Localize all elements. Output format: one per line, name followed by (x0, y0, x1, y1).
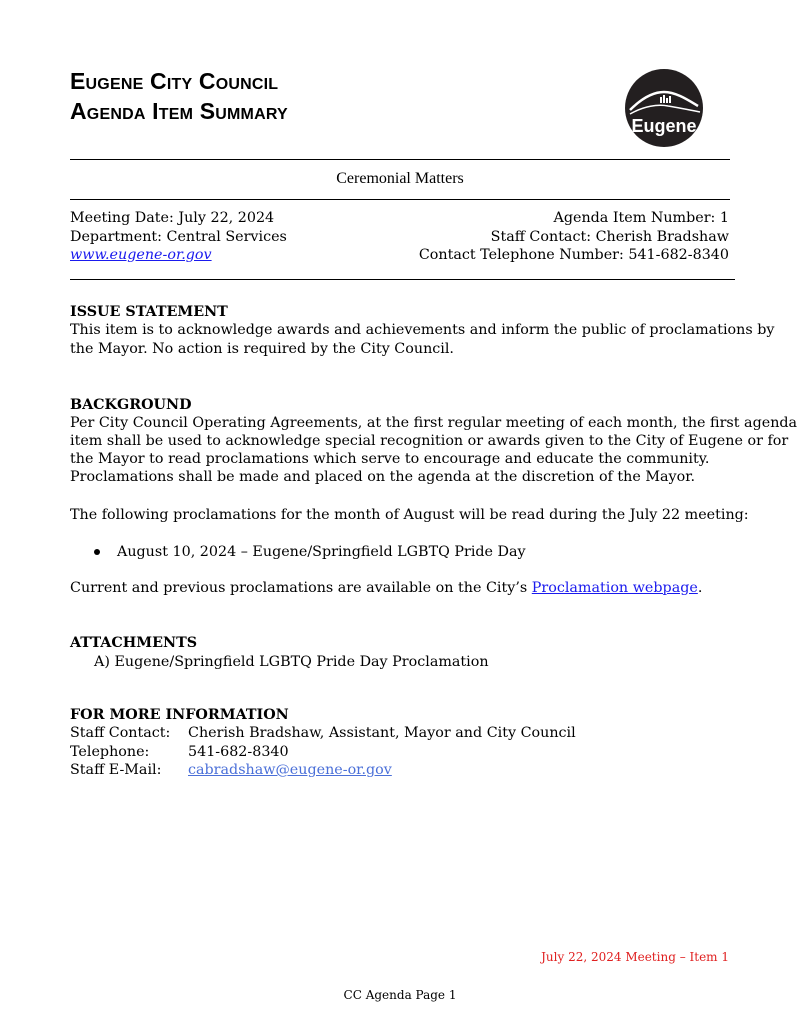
rule-category (70, 199, 730, 200)
issue-line-2: the Mayor. No action is required by the City Council. (70, 341, 454, 357)
staff-contact-value: Cherish Bradshaw, Assistant, Mayor and City Council (188, 725, 576, 741)
proclamations-intro: The following proclamations for the month of August will be read during the July 22 meeting: (70, 507, 749, 523)
attachments-heading: ATTACHMENTS (70, 635, 198, 651)
telephone-value: 541-682-8340 (188, 744, 289, 760)
category: Ceremonial Matters (336, 170, 464, 187)
proclamation-webpage-link[interactable]: Proclamation webpage (531, 580, 698, 596)
issue-line-1: This item is to acknowledge awards and achievements and inform the public of proclamations by (70, 322, 775, 338)
email-link[interactable]: cabradshaw@eugene-or.gov (188, 762, 392, 778)
background-line-1: Per City Council Operating Agreements, at the first regular meeting of each month, the first agenda (70, 415, 798, 431)
logo-text: Eugene (631, 116, 697, 136)
background-line-4: Proclamations shall be made and placed on the agenda at the discretion of the Mayor. (70, 469, 696, 485)
background-line-3: the Mayor to read proclamations which serve to encourage and educate the community. (70, 451, 710, 467)
telephone-label: Telephone: (70, 744, 150, 760)
contact-phone: Contact Telephone Number: 541-682-8340 (418, 247, 729, 263)
rule-meta (70, 279, 735, 280)
background-heading: BACKGROUND (70, 397, 192, 413)
availability-suffix: . (697, 580, 703, 596)
issue-heading: ISSUE STATEMENT (70, 304, 228, 320)
background-line-2: item shall be used to acknowledge special recognition or awards given to the City of Eugene or for (70, 433, 789, 449)
website-link[interactable]: www.eugene-or.gov (70, 247, 212, 263)
department: Department: Central Services (70, 229, 287, 245)
bullet-icon (94, 549, 100, 555)
title-line-1: Eugene City Council (70, 68, 279, 94)
more-info-heading: FOR MORE INFORMATION (70, 707, 289, 723)
agenda-item-number: Agenda Item Number: 1 (553, 210, 729, 226)
meeting-date: Meeting Date: July 22, 2024 (70, 210, 275, 226)
proclamations-availability (70, 579, 702, 597)
meeting-reference: July 22, 2024 Meeting – Item 1 (541, 950, 729, 964)
availability-prefix: Current and previous proclamations are available on the City’s (70, 580, 532, 596)
title-line-2: Agenda Item Summary (70, 98, 288, 124)
email-label: Staff E-Mail: (70, 762, 162, 778)
staff-contact: Staff Contact: Cherish Bradshaw (490, 229, 729, 245)
staff-contact-label: Staff Contact: (70, 725, 171, 741)
eugene-logo (624, 68, 704, 148)
eugene-logo-icon (624, 68, 704, 148)
proclamation-item: August 10, 2024 – Eugene/Springfield LGBTQ Pride Day (117, 544, 526, 560)
rule-top (70, 159, 730, 160)
attachment-item: A) Eugene/Springfield LGBTQ Pride Day Proclamation (94, 654, 489, 670)
page-number: CC Agenda Page 1 (343, 988, 457, 1002)
